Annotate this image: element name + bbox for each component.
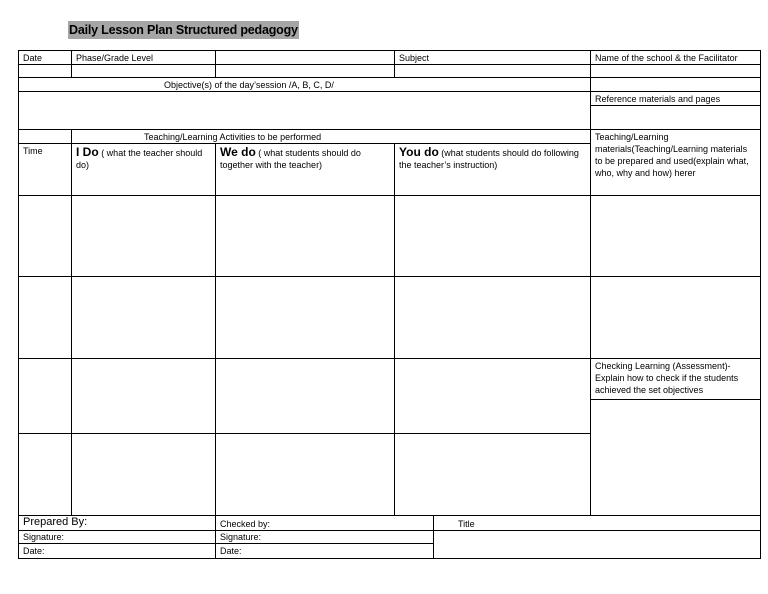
table-line bbox=[18, 358, 761, 359]
date-footer-label: Date: bbox=[23, 546, 45, 556]
table-line bbox=[215, 50, 216, 78]
phase-grade-label: Phase/Grade Level bbox=[76, 53, 154, 63]
table-line bbox=[18, 276, 761, 277]
assessment-label: Checking Learning (Assessment)- Explain how to check if the students achieved the set objectives bbox=[595, 361, 739, 395]
time-label: Time bbox=[23, 146, 43, 156]
table-line bbox=[760, 50, 761, 559]
school-facilitator-label: Name of the school & the Facilitator bbox=[595, 53, 738, 63]
i-do-title: I Do bbox=[76, 145, 99, 159]
we-do-title: We do bbox=[220, 145, 256, 159]
table-line bbox=[71, 50, 72, 78]
table-line bbox=[394, 143, 395, 516]
activities-heading: Teaching/Learning Activities to be performed bbox=[144, 132, 322, 142]
table-line bbox=[590, 105, 761, 106]
title-label: Title bbox=[458, 519, 475, 529]
date-footer-label: Date: bbox=[220, 546, 242, 556]
we-do-description: ( what students should do together with the teacher) bbox=[220, 148, 361, 170]
signature-label: Signature: bbox=[23, 532, 65, 542]
objectives-heading: Objective(s) of the day’session /A, B, C, D/ bbox=[164, 80, 334, 90]
table-line bbox=[590, 399, 761, 400]
document-title: Daily Lesson Plan Structured pedagogy bbox=[69, 23, 298, 37]
table-line bbox=[433, 516, 434, 559]
reference-materials-label: Reference materials and pages bbox=[595, 94, 721, 104]
table-line bbox=[394, 50, 395, 78]
table-line bbox=[590, 50, 591, 516]
you-do-header bbox=[399, 146, 585, 171]
table-line bbox=[18, 77, 761, 78]
table-line bbox=[18, 515, 761, 516]
table-line bbox=[215, 143, 216, 559]
we-do-header bbox=[220, 146, 390, 171]
table-line bbox=[18, 530, 761, 531]
table-line bbox=[18, 91, 761, 92]
you-do-title: You do bbox=[399, 145, 439, 159]
table-line bbox=[18, 50, 761, 51]
teaching-materials-label: Teaching/Learning materials(Teaching/Learning materials to be prepared and used(explain what, who, why and how) herer bbox=[595, 132, 749, 178]
i-do-header bbox=[76, 146, 212, 171]
table-line bbox=[18, 50, 19, 559]
table-line bbox=[18, 129, 761, 130]
table-line bbox=[18, 64, 761, 65]
i-do-description: ( what the teacher should do) bbox=[76, 148, 203, 170]
checked-by-label: Checked by: bbox=[220, 519, 271, 529]
table-line bbox=[18, 433, 590, 434]
subject-label: Subject bbox=[399, 53, 430, 63]
date-label: Date bbox=[23, 53, 43, 63]
table-line bbox=[18, 558, 761, 559]
table-line bbox=[18, 543, 433, 544]
signature-label: Signature: bbox=[220, 532, 262, 542]
table-line bbox=[18, 143, 590, 144]
you-do-description: (what students should do following the teacher’s instruction) bbox=[399, 148, 579, 170]
table-line bbox=[18, 195, 761, 196]
table-line bbox=[71, 129, 72, 516]
prepared-by-label: Prepared By: bbox=[23, 516, 88, 528]
